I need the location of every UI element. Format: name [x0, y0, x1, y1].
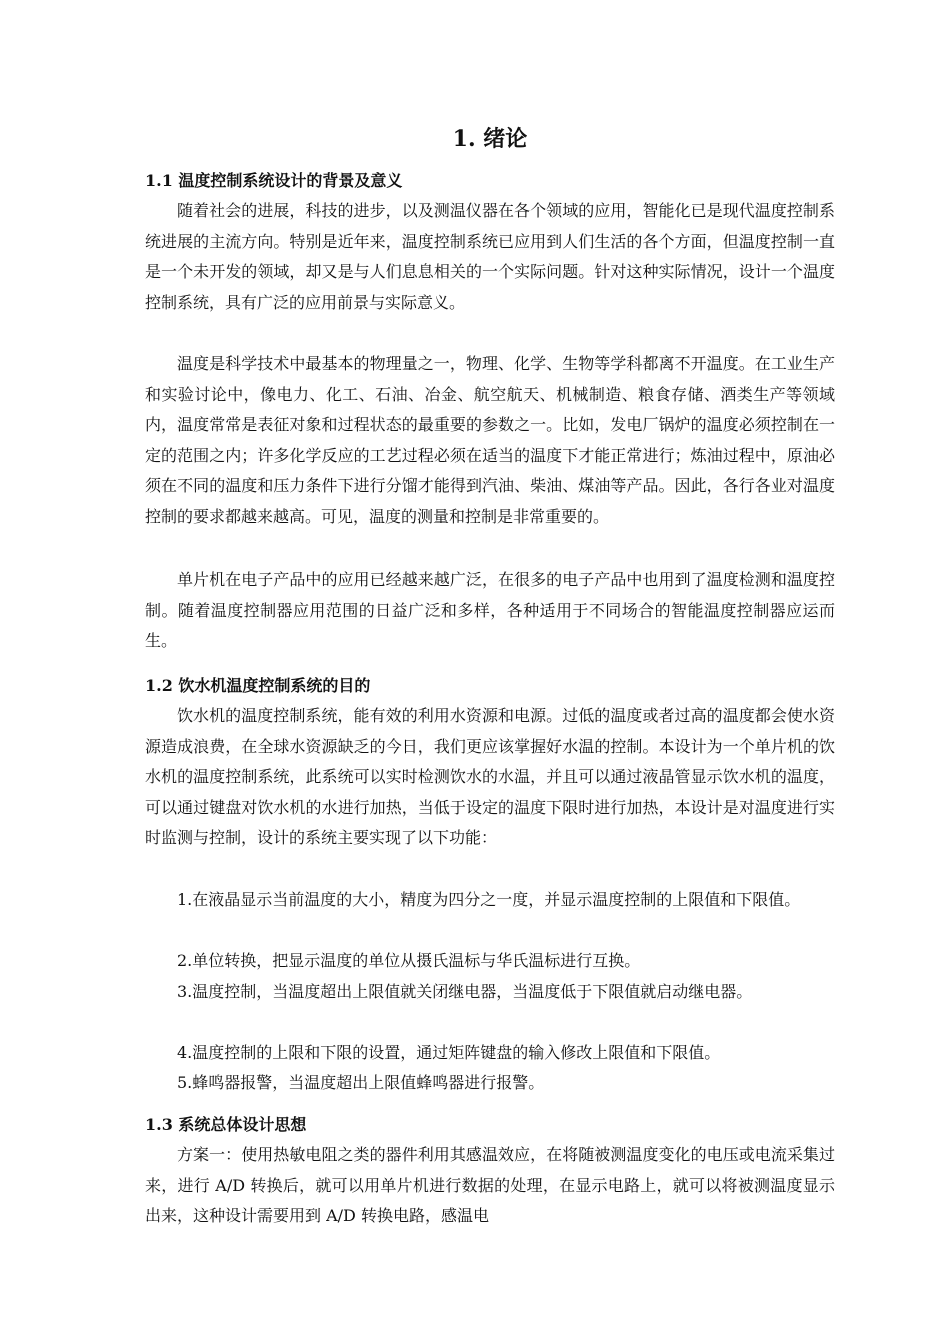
paragraph: 单片机在电子产品中的应用已经越来越广泛，在很多的电子产品中也用到了温度检测和温度控制。随着温度控制器应用范围的日益广泛和多样，各种适用于不同场合的智能温度控制器应运而生。	[145, 570, 835, 650]
section-heading-1-1: 1.1 温度控制系统设计的背景及意义	[145, 171, 403, 190]
section-heading-1-3: 1.3 系统总体设计思想	[145, 1115, 307, 1134]
chapter-title: 1. 绪论	[452, 126, 528, 152]
function-item-5: 5.蜂鸣器报警，当温度超出上限值蜂鸣器进行报警。	[177, 1073, 545, 1092]
function-item-1: 1.在液晶显示当前温度的大小，精度为四分之一度，并显示温度控制的上限值和下限值。	[177, 890, 801, 909]
function-item-2: 2.单位转换，把显示温度的单位从摄氏温标与华氏温标进行互换。	[177, 951, 641, 970]
paragraph: 随着社会的进展，科技的进步，以及测温仪器在各个领域的应用，智能化已是现代温度控制系统进展的主流方向。特别是近年来，温度控制系统已应用到人们生活的各个方面，但温度控制一直是一个未开发的领域，却又是与人们息息相关的一个实际问题。针对这种实际情况，设计一个温度控制系统，具有广泛的应用前景与实际意义。	[145, 201, 835, 312]
function-item-3: 3.温度控制，当温度超出上限值就关闭继电器，当温度低于下限值就启动继电器。	[177, 982, 753, 1001]
paragraph: 饮水机的温度控制系统，能有效的利用水资源和电源。过低的温度或者过高的温度都会使水资源造成浪费，在全球水资源缺乏的今日，我们更应该掌握好水温的控制。本设计为一个单片机的饮水机的温度控制系统，此系统可以实时检测饮水的水温，并且可以通过液晶管显示饮水机的温度，可以通过键盘对饮水机的水进行加热，当低于设定的温度下限时进行加热，本设计是对温度进行实时监测与控制，设计的系统主要实现了以下功能：	[145, 706, 835, 847]
section-heading-1-2: 1.2 饮水机温度控制系统的目的	[145, 676, 371, 695]
paragraph: 温度是科学技术中最基本的物理量之一，物理、化学、生物等学科都离不开温度。在工业生产和实验讨论中，像电力、化工、石油、冶金、航空航天、机械制造、粮食存储、酒类生产等领域内，温度常常是表征对象和过程状态的最重要的参数之一。比如，发电厂锅炉的温度必须控制在一定的范围之内；许多化学反应的工艺过程必须在适当的温度下才能正常进行；炼油过程中，原油必须在不同的温度和压力条件下进行分馏才能得到汽油、柴油、煤油等产品。因此，各行各业对温度控制的要求都越来越高。可见，温度的测量和控制是非常重要的。	[145, 354, 835, 526]
paragraph: 方案一：使用热敏电阻之类的器件利用其感温效应，在将随被测温度变化的电压或电流采集过来，进行 A/D 转换后，就可以用单片机进行数据的处理，在显示电路上，就可以将被测温度显示出来，这种设计需要用到 A/D 转换电路，感温电	[145, 1145, 835, 1225]
function-item-4: 4.温度控制的上限和下限的设置，通过矩阵键盘的输入修改上限值和下限值。	[177, 1043, 721, 1062]
